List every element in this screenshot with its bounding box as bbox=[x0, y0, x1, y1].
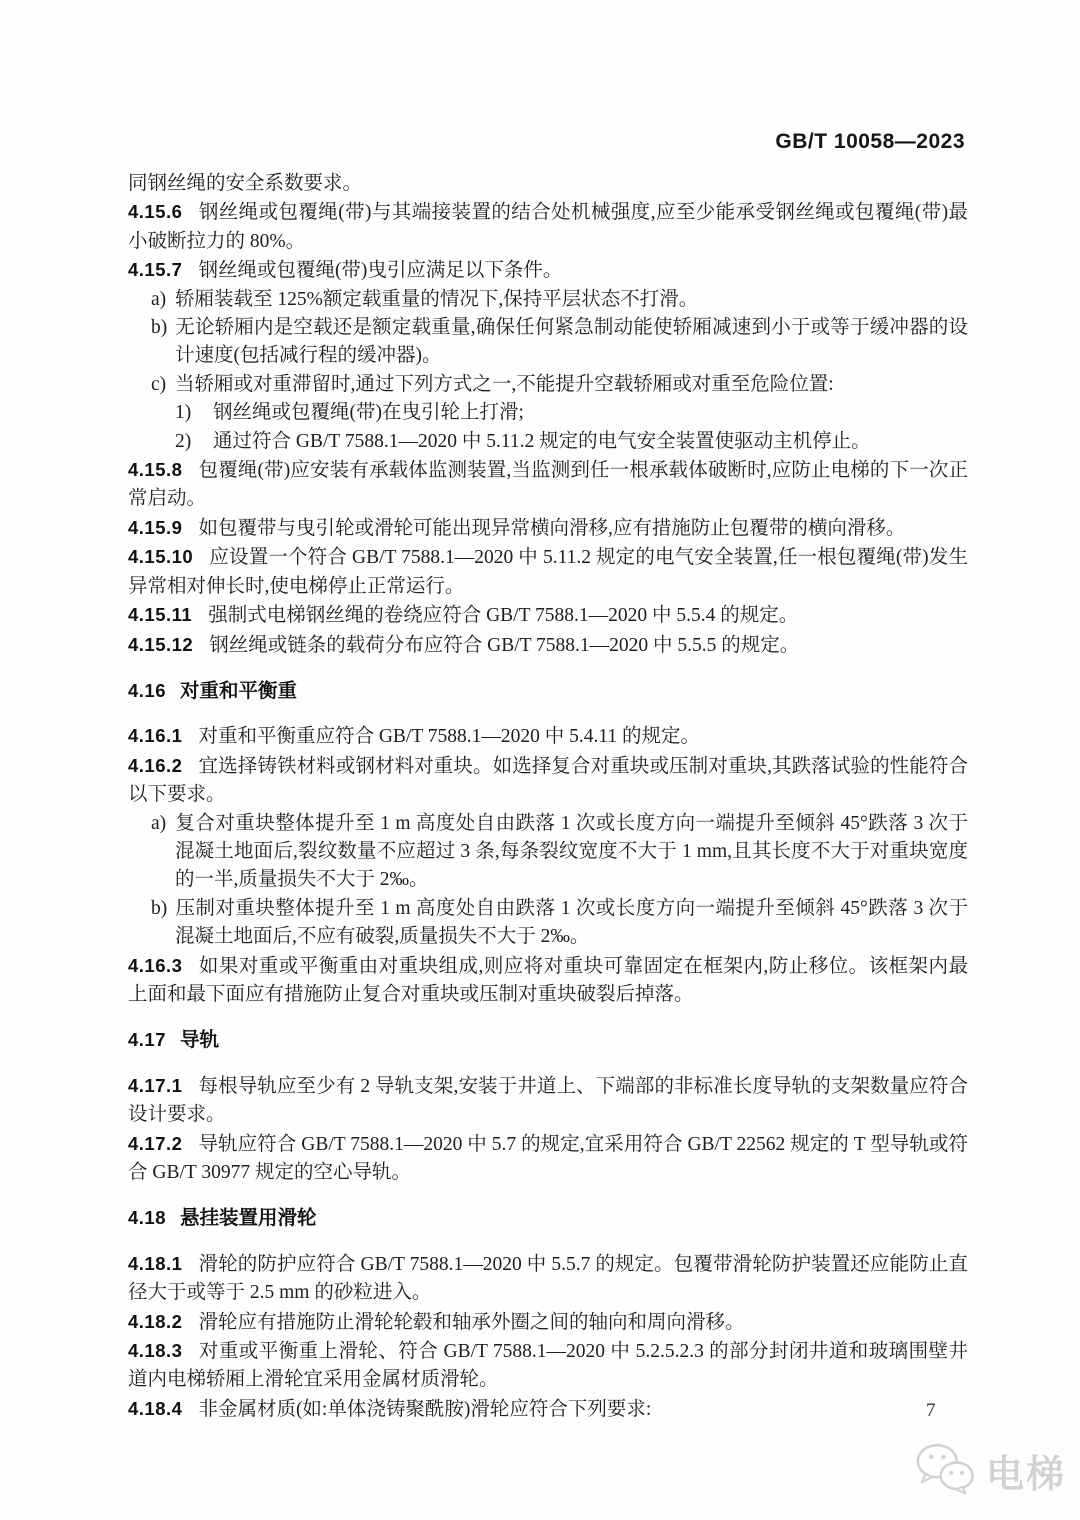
list-item bbox=[128, 428, 968, 456]
clause-number: 4.18.3 bbox=[128, 1340, 183, 1362]
wechat-icon bbox=[914, 1440, 976, 1501]
clause-text: 导轨应符合 GB/T 7588.1—2020 中 5.7 的规定,宜采用符合 GB/T 22562 规定的 T 型导轨或符合 GB/T 30977 规定的空心导轨。 bbox=[128, 1133, 968, 1183]
list-marker: 2) bbox=[175, 430, 192, 452]
clause-paragraph bbox=[128, 456, 968, 514]
clause-paragraph bbox=[128, 514, 968, 543]
clause-number: 4.15.6 bbox=[128, 201, 183, 223]
clause-text: 宜选择铸铁材料或钢材料对重块。如选择复合对重块或压制对重块,其跌落试验的性能符合以下要求。 bbox=[128, 755, 968, 806]
section-heading bbox=[128, 1026, 968, 1054]
list-item bbox=[128, 371, 968, 399]
list-marker: b) bbox=[151, 897, 168, 919]
section-heading bbox=[128, 677, 968, 705]
clause-paragraph bbox=[128, 1337, 968, 1395]
clause-text: 如果对重或平衡重由对重块组成,则应将对重块可靠固定在框架内,防止移位。该框架内最上面和最下面应有措施防止复合对重块或压制对重块破裂后掉落。 bbox=[128, 955, 968, 1005]
section-title: 导轨 bbox=[180, 1029, 220, 1052]
clause-number: 4.15.7 bbox=[128, 259, 183, 281]
list-item bbox=[128, 314, 968, 371]
body-paragraph: 同钢丝绳的安全系数要求。 bbox=[128, 173, 363, 194]
list-item bbox=[128, 895, 968, 952]
section-number: 4.17 bbox=[128, 1029, 167, 1051]
clause-text: 非金属材质(如:单体浇铸聚酰胺)滑轮应符合下列要求: bbox=[198, 1398, 652, 1420]
clause-text: 钢丝绳或链条的载荷分布应符合 GB/T 7588.1—2020 中 5.5.5 的规定。 bbox=[209, 634, 800, 656]
clause-paragraph bbox=[128, 543, 968, 601]
clause-text: 钢丝绳或包覆绳(带)曳引应满足以下条件。 bbox=[198, 260, 563, 282]
clause-text: 包覆绳(带)应安装有承载体监测装置,当监测到任一根承载体破断时,应防止电梯的下一次正常启动。 bbox=[128, 460, 968, 510]
clause-paragraph bbox=[128, 1308, 968, 1337]
clause-paragraph bbox=[128, 1395, 968, 1424]
list-marker: a) bbox=[151, 812, 167, 834]
clause-paragraph bbox=[128, 952, 968, 1010]
clause-number: 4.16.1 bbox=[128, 725, 183, 747]
clause-number: 4.15.8 bbox=[128, 459, 183, 481]
watermark bbox=[914, 1440, 1066, 1501]
clause-number: 4.16.2 bbox=[128, 754, 183, 776]
watermark-label: 电梯 bbox=[985, 1454, 1066, 1496]
list-item-text: 通过符合 GB/T 7588.1—2020 中 5.11.2 规定的电气安全装置使驱动主机停止。 bbox=[213, 430, 871, 452]
clause-text: 滑轮应有措施防止滑轮轮毂和轴承外圈之间的轴向和周向滑移。 bbox=[198, 1311, 745, 1333]
clause-paragraph bbox=[128, 1130, 968, 1188]
section-number: 4.16 bbox=[128, 679, 167, 701]
clause-number: 4.15.12 bbox=[128, 633, 194, 655]
list-marker: c) bbox=[151, 373, 167, 395]
section-title: 对重和平衡重 bbox=[180, 679, 298, 702]
clause-number: 4.18.4 bbox=[128, 1397, 183, 1419]
list-item-text: 压制对重块整体提升至 1 m 高度处自由跌落 1 次或长度方向一端提升至倾斜 45°跌落 3 次于混凝土地面后,不应有破裂,质量损失不大于 2‰。 bbox=[175, 897, 968, 948]
clause-paragraph bbox=[128, 631, 968, 660]
clause-number: 4.15.11 bbox=[128, 604, 193, 626]
clause-paragraph bbox=[128, 1250, 968, 1308]
list-item bbox=[128, 399, 968, 427]
clause-paragraph bbox=[128, 256, 968, 285]
clause-number: 4.17.2 bbox=[128, 1132, 183, 1154]
clause-paragraph bbox=[128, 601, 968, 630]
list-item-text: 无论轿厢内是空载还是额定载重量,确保任何紧急制动能使轿厢减速到小于或等于缓冲器的设计速度(包括减行程的缓冲器)。 bbox=[175, 317, 968, 367]
list-item-text: 当轿厢或对重滞留时,通过下列方式之一,不能提升空载轿厢或对重至危险位置: bbox=[175, 373, 834, 395]
clause-number: 4.18.2 bbox=[128, 1310, 183, 1332]
list-item-text: 轿厢装载至 125%额定载重量的情况下,保持平层状态不打滑。 bbox=[175, 288, 699, 310]
list-marker: b) bbox=[151, 317, 168, 339]
clause-text: 强制式电梯钢丝绳的卷绕应符合 GB/T 7588.1—2020 中 5.5.4 的规定。 bbox=[208, 605, 799, 627]
list-item bbox=[128, 810, 968, 895]
clause-text: 滑轮的防护应符合 GB/T 7588.1—2020 中 5.5.7 的规定。包覆带滑轮防护装置还应能防止直径大于或等于 2.5 mm 的砂粒进入。 bbox=[128, 1253, 968, 1304]
list-item-text: 钢丝绳或包覆绳(带)在曳引轮上打滑; bbox=[213, 402, 524, 424]
clause-number: 4.18.1 bbox=[128, 1252, 183, 1274]
clause-text: 对重和平衡重应符合 GB/T 7588.1—2020 中 5.4.11 的规定。 bbox=[198, 726, 701, 748]
list-marker: a) bbox=[151, 288, 167, 310]
clause-paragraph bbox=[128, 198, 968, 256]
list-marker: 1) bbox=[175, 402, 192, 424]
clause-number: 4.16.3 bbox=[128, 954, 183, 976]
clause-text: 如包覆带与曳引轮或滑轮可能出现异常横向滑移,应有措施防止包覆带的横向滑移。 bbox=[198, 517, 906, 539]
section-title: 悬挂装置用滑轮 bbox=[180, 1207, 317, 1230]
clause-number: 4.17.1 bbox=[128, 1074, 183, 1096]
clause-text: 钢丝绳或包覆绳(带)与其端接装置的结合处机械强度,应至少能承受钢丝绳或包覆绳(带)最小破断拉力的 80%。 bbox=[128, 202, 968, 252]
clause-number: 4.15.10 bbox=[128, 546, 194, 568]
clause-number: 4.15.9 bbox=[128, 516, 183, 538]
content-area bbox=[128, 170, 968, 1424]
clause-paragraph bbox=[128, 752, 968, 810]
clause-text: 对重或平衡重上滑轮、符合 GB/T 7588.1—2020 中 5.2.5.2.3 的部分封闭井道和玻璃围壁井道内电梯轿厢上滑轮宜采用金属材质滑轮。 bbox=[128, 1341, 968, 1391]
standard-number: GB/T 10058—2023 bbox=[775, 130, 965, 153]
clause-text: 应设置一个符合 GB/T 7588.1—2020 中 5.11.2 规定的电气安全装置,任一根包覆绳(带)发生异常相对伸长时,使电梯停止正常运行。 bbox=[128, 547, 968, 597]
section-heading bbox=[128, 1204, 968, 1232]
clause-text: 每根导轨应至少有 2 导轨支架,安装于井道上、下端部的非标准长度导轨的支架数量应符合设计要求。 bbox=[128, 1075, 968, 1126]
page-number: 7 bbox=[926, 1400, 936, 1421]
section-number: 4.18 bbox=[128, 1207, 167, 1229]
list-item-text: 复合对重块整体提升至 1 m 高度处自由跌落 1 次或长度方向一端提升至倾斜 45°跌落 3 次于混凝土地面后,裂纹数量不应超过 3 条,每条裂纹宽度不大于 1 mm,且其长度不大于对重块宽度的一半,质量损失不大于 2‰。 bbox=[175, 812, 968, 891]
clause-paragraph bbox=[128, 722, 968, 751]
list-item bbox=[128, 286, 968, 314]
clause-paragraph bbox=[128, 1072, 968, 1130]
